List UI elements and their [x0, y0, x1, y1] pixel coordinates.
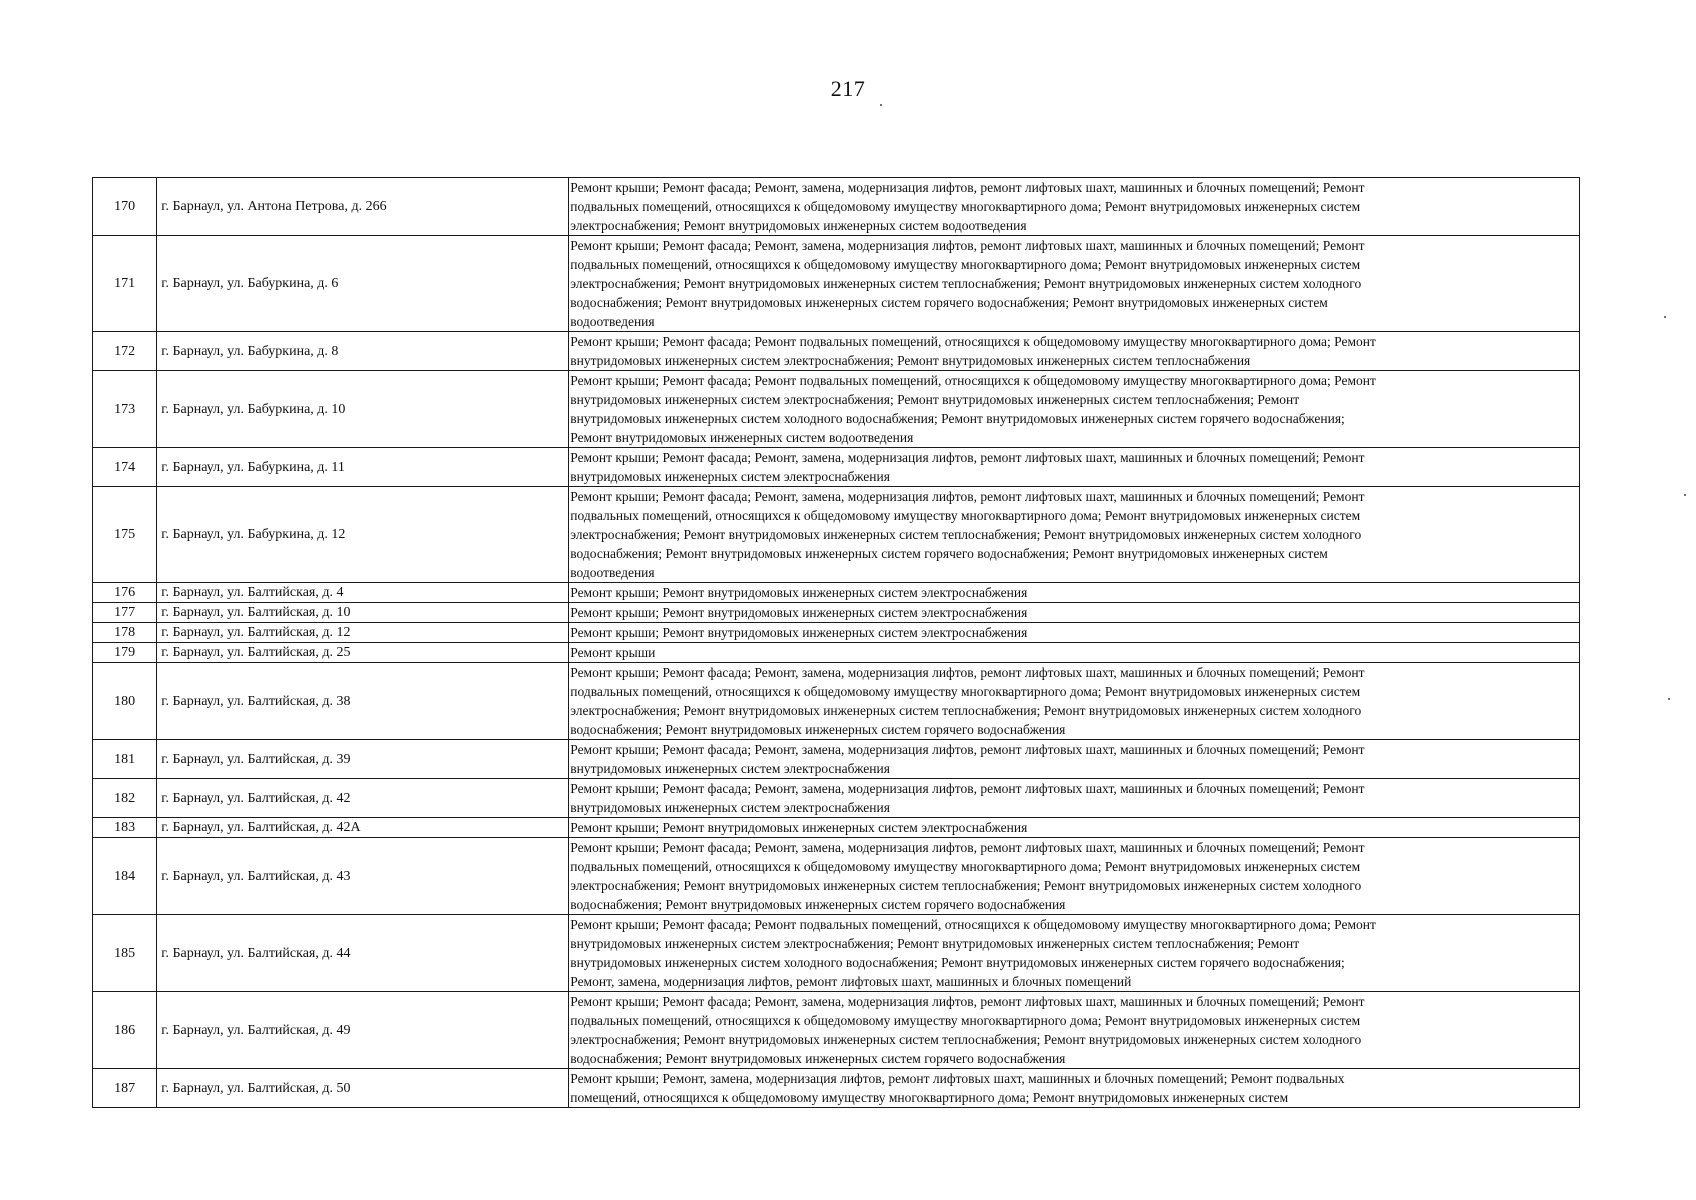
- works-line: Ремонт крыши; Ремонт фасада; Ремонт подвальных помещений, относящихся к общедомовому имуществу многоквартирного дома; Ремонт: [570, 373, 1376, 388]
- row-works: [569, 818, 1580, 838]
- table-row: [93, 838, 1580, 915]
- row-number: 178: [93, 623, 157, 643]
- row-number: 175: [93, 487, 157, 583]
- table-row: [93, 992, 1580, 1069]
- row-works: [569, 663, 1580, 740]
- row-address: г. Барнаул, ул. Балтийская, д. 42А: [157, 818, 569, 838]
- works-line: внутридомовых инженерных систем электроснабжения; Ремонт внутридомовых инженерных систем теплоснабжения; Ремонт: [570, 392, 1300, 407]
- works-line: Ремонт крыши; Ремонт, замена, модернизация лифтов, ремонт лифтовых шахт, машинных и блочных помещений; Ремонт подвальных: [570, 1071, 1345, 1086]
- row-address: г. Барнаул, ул. Балтийская, д. 42: [157, 779, 569, 818]
- row-address: г. Барнаул, ул. Балтийская, д. 49: [157, 992, 569, 1069]
- row-address: г. Барнаул, ул. Балтийская, д. 50: [157, 1069, 569, 1108]
- row-address: г. Барнаул, ул. Бабуркина, д. 8: [157, 332, 569, 371]
- table-row: [93, 740, 1580, 779]
- row-number: 179: [93, 643, 157, 663]
- works-line: Ремонт крыши; Ремонт фасада; Ремонт, замена, модернизация лифтов, ремонт лифтовых шахт, машинных и блочных помещений; Ремонт: [570, 742, 1365, 757]
- row-works: [569, 838, 1580, 915]
- table-row: [93, 371, 1580, 448]
- works-line: подвальных помещений, относящихся к общедомовому имуществу многоквартирного дома; Ремонт внутридомовых инженерных систем: [570, 1013, 1361, 1028]
- table-row: [93, 236, 1580, 332]
- scan-speck: [1664, 316, 1666, 318]
- row-works: [569, 992, 1580, 1069]
- table-row: [93, 663, 1580, 740]
- works-line: водоснабжения; Ремонт внутридомовых инженерных систем горячего водоснабжения; Ремонт внутридомовых инженерных систем: [570, 295, 1328, 310]
- row-number: 186: [93, 992, 157, 1069]
- row-number: 187: [93, 1069, 157, 1108]
- row-number: 183: [93, 818, 157, 838]
- table-row: [93, 448, 1580, 487]
- works-line: электроснабжения; Ремонт внутридомовых инженерных систем водоотведения: [570, 218, 1027, 233]
- row-works: [569, 236, 1580, 332]
- row-number: 180: [93, 663, 157, 740]
- row-works: [569, 779, 1580, 818]
- works-line: внутридомовых инженерных систем электроснабжения: [570, 761, 890, 776]
- works-line: внутридомовых инженерных систем электроснабжения; Ремонт внутридомовых инженерных систем теплоснабжения: [570, 353, 1251, 368]
- table-row: [93, 178, 1580, 236]
- works-line: внутридомовых инженерных систем холодного водоснабжения; Ремонт внутридомовых инженерных систем горячего водоснабжения;: [570, 955, 1345, 970]
- works-line: электроснабжения; Ремонт внутридомовых инженерных систем теплоснабжения; Ремонт внутридомовых инженерных систем холодного: [570, 878, 1362, 893]
- works-line: внутридомовых инженерных систем электроснабжения: [570, 469, 890, 484]
- row-address: г. Барнаул, ул. Бабуркина, д. 12: [157, 487, 569, 583]
- row-address: г. Барнаул, ул. Бабуркина, д. 10: [157, 371, 569, 448]
- scan-speck: [1668, 698, 1670, 700]
- works-line: Ремонт крыши; Ремонт фасада; Ремонт, замена, модернизация лифтов, ремонт лифтовых шахт, машинных и блочных помещений; Ремонт: [570, 781, 1365, 796]
- works-table: [92, 177, 1580, 1108]
- works-line: Ремонт, замена, модернизация лифтов, ремонт лифтовых шахт, машинных и блочных помещений: [570, 974, 1132, 989]
- row-works: [569, 1069, 1580, 1108]
- table-row: [93, 603, 1580, 623]
- works-line: подвальных помещений, относящихся к общедомовому имуществу многоквартирного дома; Ремонт внутридомовых инженерных систем: [570, 859, 1361, 874]
- works-line: электроснабжения; Ремонт внутридомовых инженерных систем теплоснабжения; Ремонт внутридомовых инженерных систем холодного: [570, 527, 1362, 542]
- works-line: Ремонт крыши; Ремонт внутридомовых инженерных систем электроснабжения: [570, 605, 1028, 620]
- row-number: 185: [93, 915, 157, 992]
- works-line: Ремонт крыши; Ремонт фасада; Ремонт, замена, модернизация лифтов, ремонт лифтовых шахт, машинных и блочных помещений; Ремонт: [570, 180, 1365, 195]
- works-table-body: [93, 178, 1580, 1108]
- row-number: 181: [93, 740, 157, 779]
- works-line: водоснабжения; Ремонт внутридомовых инженерных систем горячего водоснабжения; Ремонт внутридомовых инженерных систем: [570, 546, 1328, 561]
- row-address: г. Барнаул, ул. Балтийская, д. 4: [157, 583, 569, 603]
- row-number: 172: [93, 332, 157, 371]
- works-line: Ремонт внутридомовых инженерных систем водоотведения: [570, 430, 914, 445]
- row-number: 176: [93, 583, 157, 603]
- row-works: [569, 583, 1580, 603]
- works-line: водоснабжения; Ремонт внутридомовых инженерных систем горячего водоснабжения: [570, 722, 1066, 737]
- row-address: г. Барнаул, ул. Балтийская, д. 10: [157, 603, 569, 623]
- works-line: Ремонт крыши: [570, 645, 656, 660]
- works-line: Ремонт крыши; Ремонт внутридомовых инженерных систем электроснабжения: [570, 585, 1028, 600]
- row-address: г. Барнаул, ул. Антона Петрова, д. 266: [157, 178, 569, 236]
- row-address: г. Барнаул, ул. Балтийская, д. 25: [157, 643, 569, 663]
- works-line: подвальных помещений, относящихся к общедомовому имуществу многоквартирного дома; Ремонт внутридомовых инженерных систем: [570, 257, 1361, 272]
- table-row: [93, 915, 1580, 992]
- works-line: Ремонт крыши; Ремонт фасада; Ремонт, замена, модернизация лифтов, ремонт лифтовых шахт, машинных и блочных помещений; Ремонт: [570, 450, 1365, 465]
- works-line: электроснабжения; Ремонт внутридомовых инженерных систем теплоснабжения; Ремонт внутридомовых инженерных систем холодного: [570, 1032, 1362, 1047]
- works-line: внутридомовых инженерных систем электроснабжения: [570, 800, 890, 815]
- row-works: [569, 332, 1580, 371]
- works-line: Ремонт крыши; Ремонт фасада; Ремонт подвальных помещений, относящихся к общедомовому имуществу многоквартирного дома; Ремонт: [570, 334, 1376, 349]
- row-number: 184: [93, 838, 157, 915]
- works-line: Ремонт крыши; Ремонт фасада; Ремонт подвальных помещений, относящихся к общедомовому имуществу многоквартирного дома; Ремонт: [570, 917, 1376, 932]
- works-line: подвальных помещений, относящихся к общедомовому имуществу многоквартирного дома; Ремонт внутридомовых инженерных систем: [570, 508, 1361, 523]
- row-works: [569, 371, 1580, 448]
- works-line: водоотведения: [570, 565, 655, 580]
- works-line: водоотведения: [570, 314, 655, 329]
- works-line: внутридомовых инженерных систем электроснабжения; Ремонт внутридомовых инженерных систем теплоснабжения; Ремонт: [570, 936, 1300, 951]
- row-number: 174: [93, 448, 157, 487]
- row-address: г. Барнаул, ул. Балтийская, д. 43: [157, 838, 569, 915]
- table-row: [93, 779, 1580, 818]
- row-number: 177: [93, 603, 157, 623]
- works-line: водоснабжения; Ремонт внутридомовых инженерных систем горячего водоснабжения: [570, 897, 1066, 912]
- row-works: [569, 623, 1580, 643]
- row-works: [569, 487, 1580, 583]
- works-line: внутридомовых инженерных систем холодного водоснабжения; Ремонт внутридомовых инженерных систем горячего водоснабжения;: [570, 411, 1345, 426]
- row-address: г. Барнаул, ул. Бабуркина, д. 6: [157, 236, 569, 332]
- table-row: [93, 623, 1580, 643]
- works-line: Ремонт крыши; Ремонт фасада; Ремонт, замена, модернизация лифтов, ремонт лифтовых шахт, машинных и блочных помещений; Ремонт: [570, 238, 1365, 253]
- works-line: Ремонт крыши; Ремонт фасада; Ремонт, замена, модернизация лифтов, ремонт лифтовых шахт, машинных и блочных помещений; Ремонт: [570, 840, 1365, 855]
- table-row: [93, 818, 1580, 838]
- works-line: электроснабжения; Ремонт внутридомовых инженерных систем теплоснабжения; Ремонт внутридомовых инженерных систем холодного: [570, 703, 1362, 718]
- row-address: г. Барнаул, ул. Балтийская, д. 44: [157, 915, 569, 992]
- row-works: [569, 603, 1580, 623]
- row-address: г. Барнаул, ул. Балтийская, д. 38: [157, 663, 569, 740]
- row-number: 182: [93, 779, 157, 818]
- row-works: [569, 740, 1580, 779]
- table-row: [93, 487, 1580, 583]
- works-line: помещений, относящихся к общедомовому имуществу многоквартирного дома; Ремонт внутридомовых инженерных систем: [570, 1090, 1289, 1105]
- table-row: [93, 643, 1580, 663]
- table-row: [93, 332, 1580, 371]
- table-row: [93, 583, 1580, 603]
- works-line: Ремонт крыши; Ремонт фасада; Ремонт, замена, модернизация лифтов, ремонт лифтовых шахт, машинных и блочных помещений; Ремонт: [570, 665, 1365, 680]
- row-number: 170: [93, 178, 157, 236]
- works-line: Ремонт крыши; Ремонт фасада; Ремонт, замена, модернизация лифтов, ремонт лифтовых шахт, машинных и блочных помещений; Ремонт: [570, 994, 1365, 1009]
- row-works: [569, 643, 1580, 663]
- page-number: 217: [830, 76, 866, 101]
- row-address: г. Барнаул, ул. Бабуркина, д. 11: [157, 448, 569, 487]
- scan-speck: [880, 104, 882, 106]
- works-line: подвальных помещений, относящихся к общедомовому имуществу многоквартирного дома; Ремонт внутридомовых инженерных систем: [570, 199, 1361, 214]
- row-works: [569, 915, 1580, 992]
- row-address: г. Барнаул, ул. Балтийская, д. 39: [157, 740, 569, 779]
- scan-speck: [1684, 494, 1686, 496]
- works-line: водоснабжения; Ремонт внутридомовых инженерных систем горячего водоснабжения: [570, 1051, 1066, 1066]
- row-works: [569, 178, 1580, 236]
- works-line: подвальных помещений, относящихся к общедомовому имуществу многоквартирного дома; Ремонт внутридомовых инженерных систем: [570, 684, 1361, 699]
- row-number: 171: [93, 236, 157, 332]
- works-line: Ремонт крыши; Ремонт фасада; Ремонт, замена, модернизация лифтов, ремонт лифтовых шахт, машинных и блочных помещений; Ремонт: [570, 489, 1365, 504]
- works-line: электроснабжения; Ремонт внутридомовых инженерных систем теплоснабжения; Ремонт внутридомовых инженерных систем холодного: [570, 276, 1362, 291]
- table-row: [93, 1069, 1580, 1108]
- works-line: Ремонт крыши; Ремонт внутридомовых инженерных систем электроснабжения: [570, 625, 1028, 640]
- row-address: г. Барнаул, ул. Балтийская, д. 12: [157, 623, 569, 643]
- works-line: Ремонт крыши; Ремонт внутридомовых инженерных систем электроснабжения: [570, 820, 1028, 835]
- row-number: 173: [93, 371, 157, 448]
- row-works: [569, 448, 1580, 487]
